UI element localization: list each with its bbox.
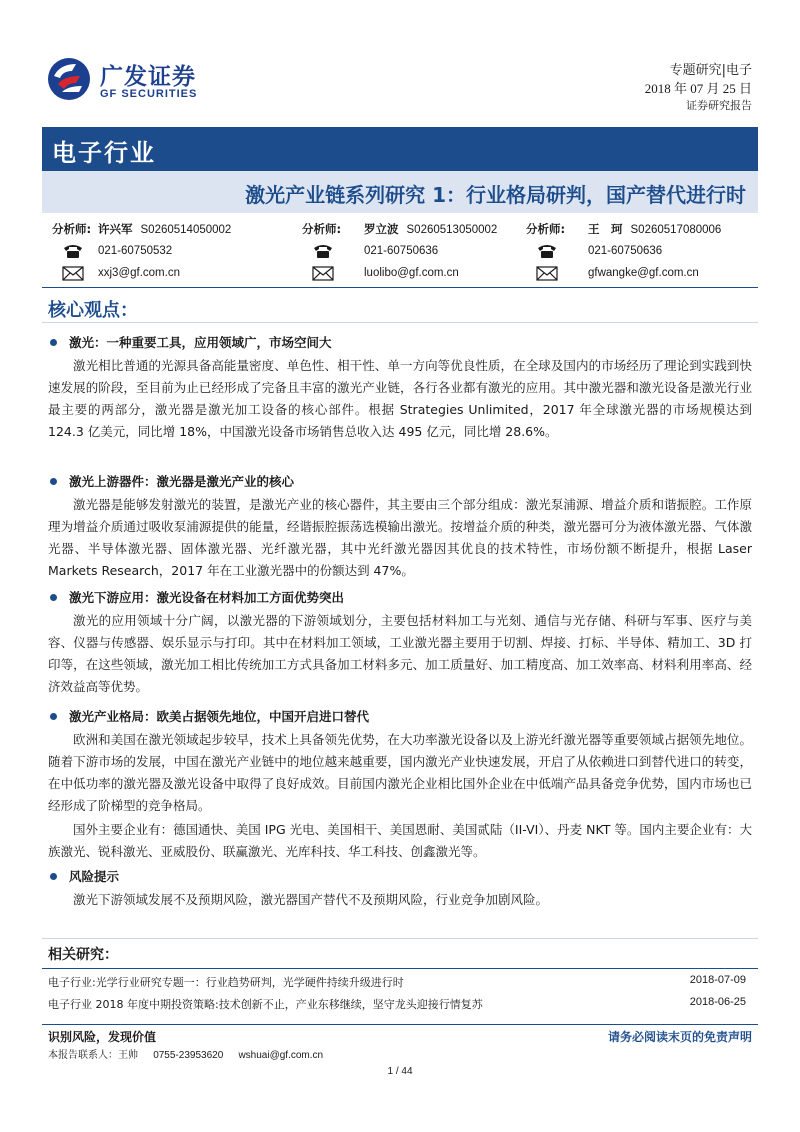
report-title: 激光产业链系列研究 1：行业格局研判，国产替代进行时 bbox=[245, 183, 746, 207]
header-meta bbox=[645, 62, 752, 114]
analyst-label: 分析师: bbox=[302, 222, 342, 236]
analyst-email[interactable]: gfwangke@gf.com.cn bbox=[588, 267, 699, 279]
report-date: 2018 年 07 月 25 日 bbox=[644, 81, 752, 96]
analyst-phone: 021-60750636 bbox=[364, 245, 439, 257]
divider bbox=[42, 938, 758, 939]
logo-text-cn: 广发证券 bbox=[100, 64, 196, 90]
phone-icon bbox=[536, 243, 558, 259]
email-icon bbox=[312, 265, 334, 281]
bullet-icon bbox=[50, 594, 57, 601]
analyst-email[interactable]: xxj3@gf.com.cn bbox=[98, 267, 180, 279]
section-paragraph: 激光器是能够发射激光的装置，是激光产业的核心器件，其主要由三个部分组成：激光泵浦源、增益介质和谐振腔。工作原理为增益介质通过吸收泵浦源提供的能量，经谐振腔振荡选模输出激光。按增益介质的种类，激光器可分为液体激光器、气体激光器、半导体激光器、固体激光器、光纤激光器，其中光纤激光器因其优良的技术特性，市场份额不断提升，根据 Laser Markets Research，2017 年在工业激光器中的份额达到 47%。 bbox=[48, 497, 752, 578]
section-heading: 激光产业格局：欧美占据领先地位，中国开启进口替代 bbox=[50, 707, 369, 725]
footer-slogan: 识别风险，发现价值 bbox=[48, 1030, 157, 1044]
related-item-date: 2018-06-25 bbox=[689, 996, 746, 1008]
analyst-label: 分析师: bbox=[52, 222, 92, 236]
analyst-name: 王 珂 bbox=[588, 222, 623, 236]
section-heading: 激光上游器件：激光器是激光产业的核心 bbox=[50, 472, 294, 490]
analyst-phone: 021-60750532 bbox=[98, 245, 173, 257]
section-paragraph: 激光的应用领域十分广阔，以激光器的下游领域划分，主要包括材料加工与光刻、通信与光存储、科研与军事、医疗与美容、仪器与传感器、娱乐显示与打印。其中在材料加工领域，工业激光器主要用于切割、焊接、打标、半导体、精加工、3D 打印等，在这些领域，激光加工相比传统加工方式具备加工材料多元、加工质量好、加工精度高、加工效率高、材料利用率高、经济效益高等优势。 bbox=[48, 613, 752, 694]
phone-icon bbox=[312, 243, 334, 259]
bullet-icon bbox=[50, 873, 57, 880]
phone-icon bbox=[62, 243, 84, 259]
section-paragraph: 激光下游领域发展不及预期风险，激光器国产替代不及预期风险，行业竞争加剧风险。 bbox=[73, 892, 549, 907]
related-research-title: 相关研究： bbox=[48, 947, 118, 963]
email-icon bbox=[536, 265, 558, 281]
analyst-block bbox=[302, 218, 532, 284]
analyst-block bbox=[52, 218, 282, 284]
section-heading: 风险提示 bbox=[50, 867, 119, 885]
email-icon bbox=[62, 265, 84, 281]
related-item-date: 2018-07-09 bbox=[689, 974, 746, 986]
page-number: 1 / 44 bbox=[387, 1066, 413, 1077]
analyst-name: 许兴军 bbox=[98, 222, 133, 236]
divider bbox=[42, 1024, 758, 1025]
related-item-title: 电子行业:光学行业研究专题一：行业趋势研判，光学硬件持续升级进行时 bbox=[48, 976, 404, 989]
bullet-icon bbox=[50, 478, 57, 485]
related-item[interactable] bbox=[48, 974, 746, 994]
analyst-email[interactable]: luolibo@gf.com.cn bbox=[364, 267, 459, 279]
footer-disclaimer-note: 请务必阅读末页的免责声明 bbox=[607, 1030, 752, 1044]
analyst-block bbox=[526, 218, 756, 284]
section-heading: 激光：一种重要工具，应用领域广，市场空间大 bbox=[50, 333, 332, 351]
divider bbox=[42, 968, 758, 969]
related-item[interactable] bbox=[48, 996, 746, 1016]
section-paragraph: 激光相比普通的光源具备高能量密度、单色性、相干性、单一方向等优良性质，在全球及国内的市场经历了理论到实践到快速发展的阶段，至目前为止已经形成了完备且丰富的激光产业链，各行各业都有激光的应用。其中激光器和激光设备是激光行业最主要的两部分，激光器是激光加工设备的核心部件。根据 Strategies Unlimited，2017 年全球激光器的市场规模达到 124.3 亿美元，同比增 18%，中国激光设备市场销售总收入达 495 亿元，同比增 28.6%。 bbox=[48, 358, 752, 439]
contact-email[interactable]: wshuai@gf.com.cn bbox=[238, 1050, 324, 1061]
title-band bbox=[42, 171, 758, 213]
contact-phone: 0755-23953620 bbox=[153, 1050, 224, 1061]
analyst-name: 罗立波 bbox=[364, 222, 399, 236]
gf-logo bbox=[46, 56, 216, 104]
analyst-cert: S0260517080006 bbox=[630, 224, 722, 236]
contact-label: 本报告联系人：王帅 bbox=[48, 1050, 138, 1061]
footer-contact bbox=[48, 1046, 335, 1061]
report-type: 专题研究|电子 bbox=[669, 63, 752, 78]
gf-logo-icon bbox=[46, 56, 92, 102]
industry-banner bbox=[42, 127, 758, 171]
bullet-icon bbox=[50, 713, 57, 720]
divider bbox=[42, 322, 758, 323]
analyst-cert: S0260513050002 bbox=[406, 224, 498, 236]
logo-text-en: GF SECURITIES bbox=[100, 88, 198, 100]
section-paragraph: 欧洲和美国在激光领域起步较早，技术上具备领先优势，在大功率激光设备以及上游光纤激光器等重要领域占据领先地位。随着下游市场的发展，中国在激光产业链中的地位越来越重要，国内激光产业快速发展，开启了从依赖进口到替代进口的转变，在中低功率的激光器及激光设备中取得了良好成效。目前国内激光企业相比国外企业在中低端产品具备竞争优势，国内市场也已经形成了阶梯型的竞争格局。 bbox=[48, 732, 752, 813]
section-paragraph: 国外主要企业有：德国通快、美国 IPG 光电、美国相干、美国恩耐、美国贰陆（II-VI）、丹麦 NKT 等。国内主要企业有：大族激光、锐科激光、亚威股份、联赢激光、光库科技、华工科技、创鑫激光等。 bbox=[48, 822, 752, 859]
core-views-title: 核心观点： bbox=[48, 300, 138, 321]
analyst-label: 分析师: bbox=[526, 222, 566, 236]
divider bbox=[42, 287, 758, 288]
analyst-phone: 021-60750636 bbox=[588, 245, 663, 257]
bullet-icon bbox=[50, 339, 57, 346]
industry-title: 电子行业 bbox=[52, 139, 156, 167]
analyst-cert: S0260514050002 bbox=[140, 224, 232, 236]
section-heading: 激光下游应用：激光设备在材料加工方面优势突出 bbox=[50, 588, 344, 606]
related-item-title: 电子行业 2018 年度中期投资策略:技术创新不止，产业东移继续，坚守龙头迎接行情复苏 bbox=[48, 998, 483, 1011]
report-kind: 证券研究报告 bbox=[686, 99, 752, 112]
